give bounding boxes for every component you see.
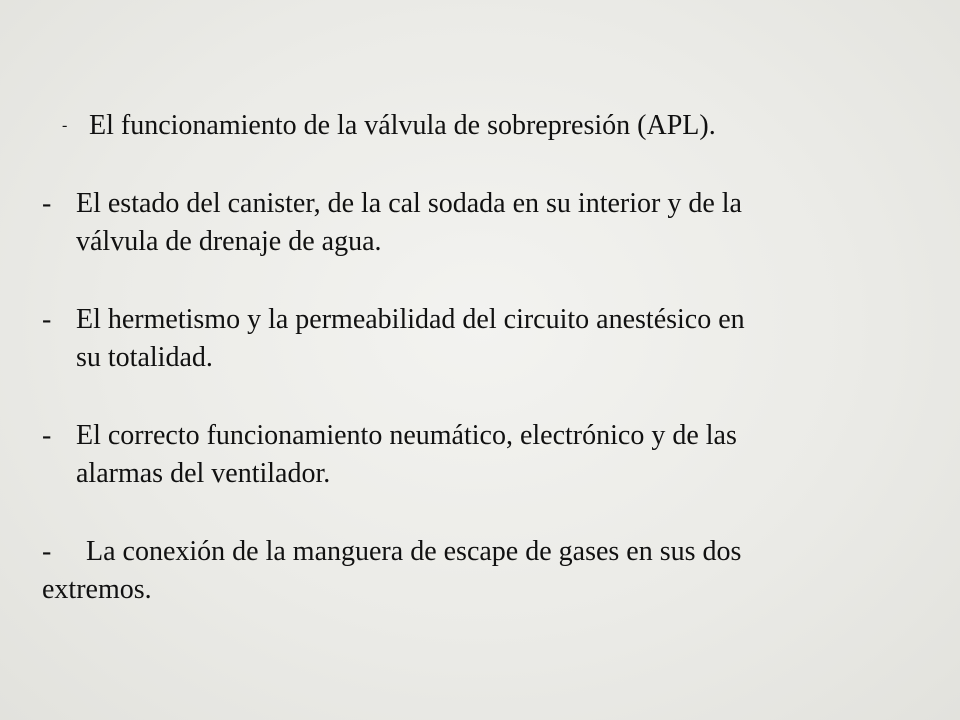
bullet-text: El funcionamiento de la válvula de sobrepresión (APL). [89,110,716,141]
bullet-text: El correcto funcionamiento neumático, electrónico y de las [76,420,737,451]
bullet-text: alarmas del ventilador. [76,458,331,489]
bullet-text: válvula de drenaje de agua. [76,226,382,257]
bullet-marker: - [42,304,52,335]
bullet-text: El estado del canister, de la cal sodada en su interior y de la [76,188,742,219]
bullet-text: extremos. [42,574,152,605]
bullet-marker: - [42,188,52,219]
bullet-marker: - [42,420,52,451]
bullet-text: El hermetismo y la permeabilidad del circuito anestésico en [76,304,745,335]
bullet-text: su totalidad. [76,342,213,373]
bullet-marker: - [62,117,68,134]
bullet-marker: - [42,536,52,567]
bullet-text: La conexión de la manguera de escape de gases en sus dos [86,536,742,567]
